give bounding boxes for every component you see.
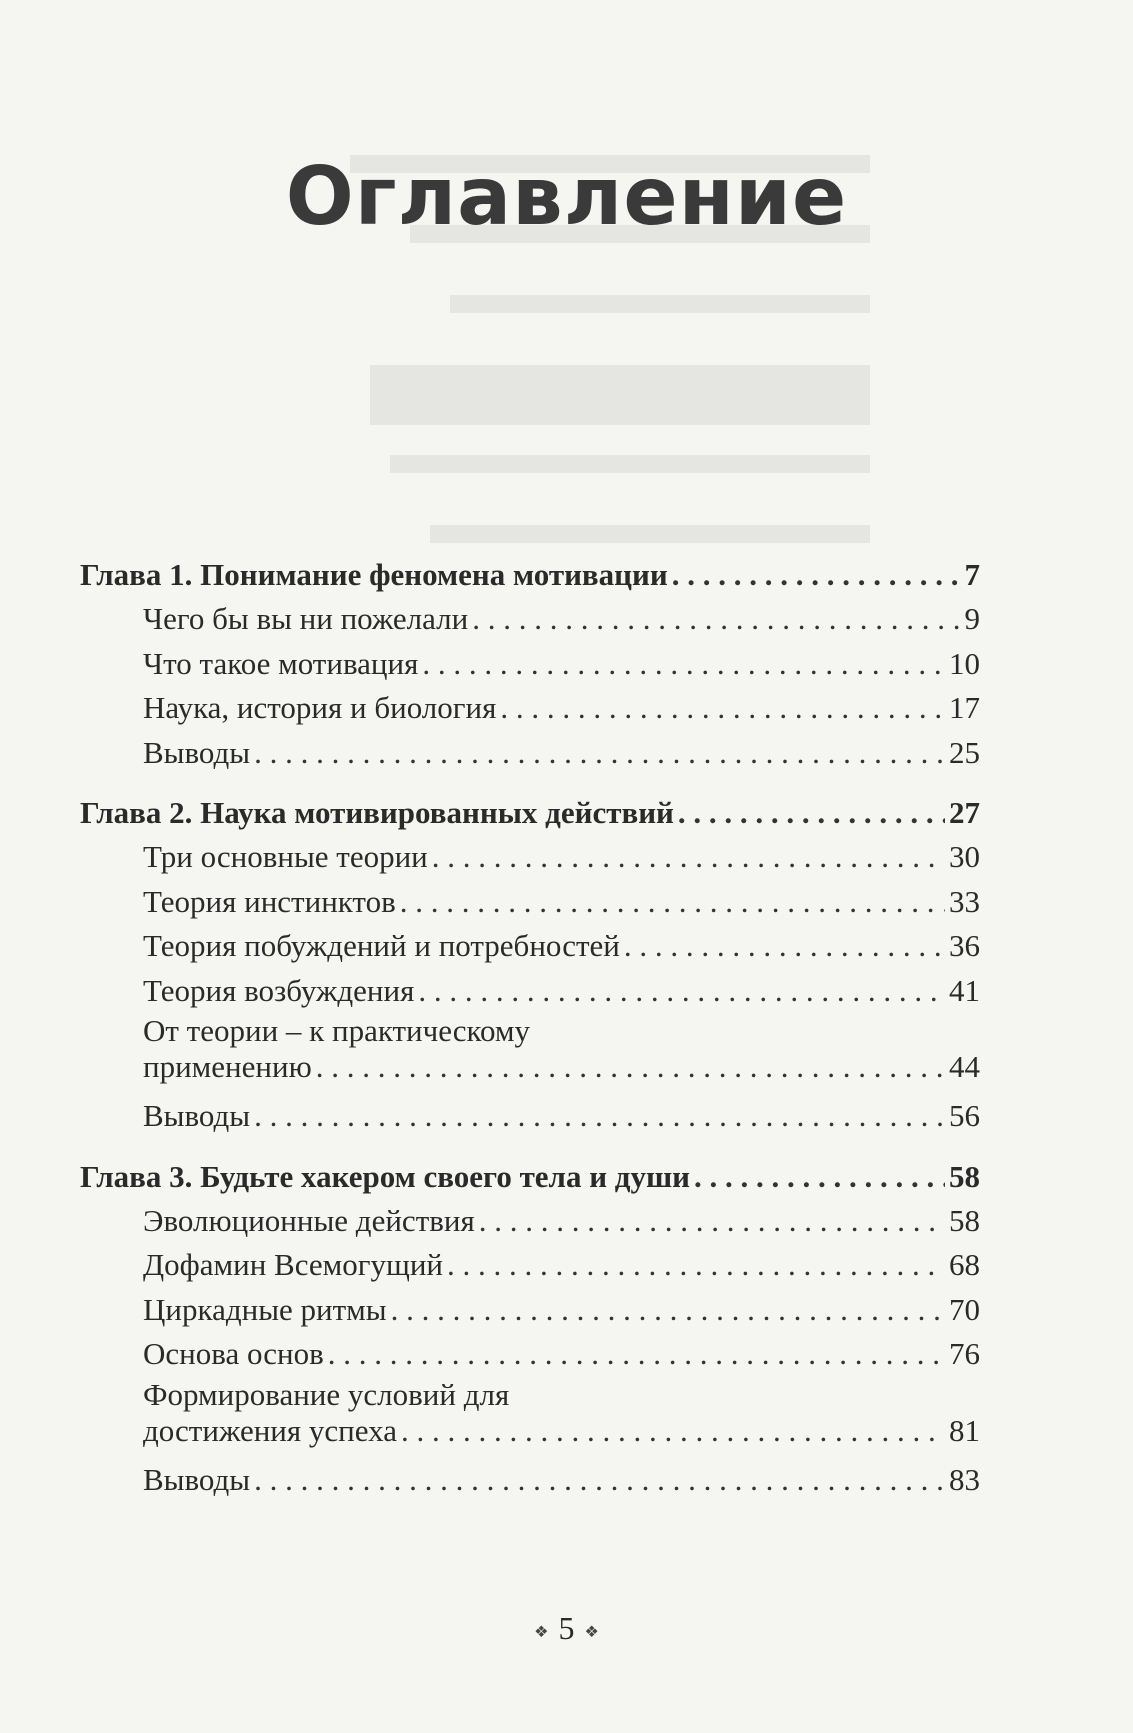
toc-entry[interactable] xyxy=(80,1332,980,1377)
diamond-ornament-icon: ❖ xyxy=(584,1623,599,1641)
toc-page-number: 70 xyxy=(949,1291,980,1327)
toc-entry[interactable] xyxy=(80,924,980,969)
dot-leader xyxy=(254,1094,945,1139)
toc-page-number: 44 xyxy=(949,1049,980,1084)
dot-leader xyxy=(418,969,945,1014)
toc-entry-title: Чего бы вы ни пожелали xyxy=(143,601,469,636)
toc-page-number: 30 xyxy=(949,839,980,874)
dot-leader xyxy=(624,924,945,969)
toc-entry-title: Выводы xyxy=(143,1461,251,1497)
toc-entry-title: Выводы xyxy=(143,734,251,770)
toc-page-number: 83 xyxy=(949,1461,980,1497)
page-folio xyxy=(0,1610,1133,1647)
dot-leader xyxy=(254,731,945,776)
toc-entry-title: Три основные теории xyxy=(143,839,428,874)
toc-entry-title: Выводы xyxy=(143,1098,251,1133)
toc-entry[interactable] xyxy=(80,1243,980,1288)
toc-entry[interactable] xyxy=(80,1288,980,1333)
toc-entry-title-line-1[interactable]: Формирование условий для xyxy=(143,1376,510,1412)
dot-leader xyxy=(694,1155,945,1199)
dot-leader xyxy=(672,553,961,597)
toc-entry-title: Наука, история и биология xyxy=(143,690,497,725)
toc-page-number: 9 xyxy=(964,601,980,636)
toc-entry[interactable] xyxy=(80,1413,980,1458)
toc-entry-title-line-1[interactable]: От теории – к практическому xyxy=(143,1013,531,1048)
dot-leader xyxy=(401,1413,945,1449)
toc-page-number: 56 xyxy=(949,1098,980,1133)
dot-leader xyxy=(400,880,945,925)
dot-leader xyxy=(254,1458,945,1503)
toc-page-number: 10 xyxy=(949,645,980,681)
toc-entry-title: Эволюционные действия xyxy=(143,1202,475,1238)
dot-leader xyxy=(479,1199,945,1244)
toc-entry-title: Теория возбуждения xyxy=(143,972,415,1008)
dot-leader xyxy=(447,1243,945,1288)
toc-entry-title-line-2: применению xyxy=(143,1049,312,1084)
toc-entry[interactable] xyxy=(80,1199,980,1244)
page-title: Оглавление xyxy=(285,150,848,243)
toc-entry[interactable] xyxy=(80,686,980,731)
toc-chapter-1[interactable] xyxy=(80,553,980,597)
toc-page-number: 76 xyxy=(949,1336,980,1371)
toc-entry[interactable] xyxy=(80,1458,980,1503)
toc-entry[interactable] xyxy=(80,969,980,1014)
dot-leader xyxy=(432,835,945,880)
toc-entry[interactable] xyxy=(80,597,980,642)
dot-leader xyxy=(391,1288,945,1333)
toc-chapter-title: Глава 2. Наука мотивированных действий xyxy=(80,795,674,830)
toc-page-number: 25 xyxy=(949,734,980,770)
toc-page-number: 81 xyxy=(949,1412,980,1448)
toc-entry-title: Теория инстинктов xyxy=(143,883,396,919)
toc-page-number: 7 xyxy=(964,557,980,592)
toc-entry-title-line-2: достижения успеха xyxy=(143,1412,397,1448)
dot-leader xyxy=(678,791,945,835)
toc-entry[interactable] xyxy=(80,642,980,687)
toc-page-number: 36 xyxy=(949,928,980,963)
toc-entry[interactable] xyxy=(80,1049,980,1094)
toc-page-number: 33 xyxy=(949,883,980,919)
table-of-contents xyxy=(80,553,980,1502)
dot-leader xyxy=(422,642,945,687)
toc-entry-title: Теория побуждений и потребностей xyxy=(143,928,620,963)
toc-entry-title: Основа основ xyxy=(143,1336,324,1371)
toc-entry-title: Что такое мотивация xyxy=(143,645,419,681)
toc-entry[interactable] xyxy=(80,731,980,776)
toc-entry-title: Дофамин Всемогущий xyxy=(143,1247,443,1282)
toc-chapter-title: Глава 1. Понимание феномена мотивации xyxy=(80,557,668,592)
toc-page-number: 68 xyxy=(949,1247,980,1282)
dot-leader xyxy=(328,1332,945,1377)
toc-chapter-2[interactable] xyxy=(80,791,980,835)
toc-chapter-3[interactable] xyxy=(80,1155,980,1199)
dot-leader xyxy=(500,686,945,731)
dot-leader xyxy=(472,597,960,642)
toc-entry[interactable] xyxy=(80,880,980,925)
toc-page-number: 41 xyxy=(949,972,980,1008)
toc-page-number: 58 xyxy=(949,1158,980,1194)
toc-page-number: 17 xyxy=(949,690,980,725)
toc-entry-title: Циркадные ритмы xyxy=(143,1291,387,1327)
dot-leader xyxy=(316,1049,945,1085)
toc-chapter-title: Глава 3. Будьте хакером своего тела и души xyxy=(80,1158,691,1194)
toc-entry[interactable] xyxy=(80,1094,980,1139)
diamond-ornament-icon: ❖ xyxy=(534,1623,549,1641)
toc-entry[interactable] xyxy=(80,835,980,880)
page-number: 5 xyxy=(558,1610,575,1646)
toc-page-number: 58 xyxy=(949,1202,980,1238)
toc-page-number: 27 xyxy=(949,795,980,830)
